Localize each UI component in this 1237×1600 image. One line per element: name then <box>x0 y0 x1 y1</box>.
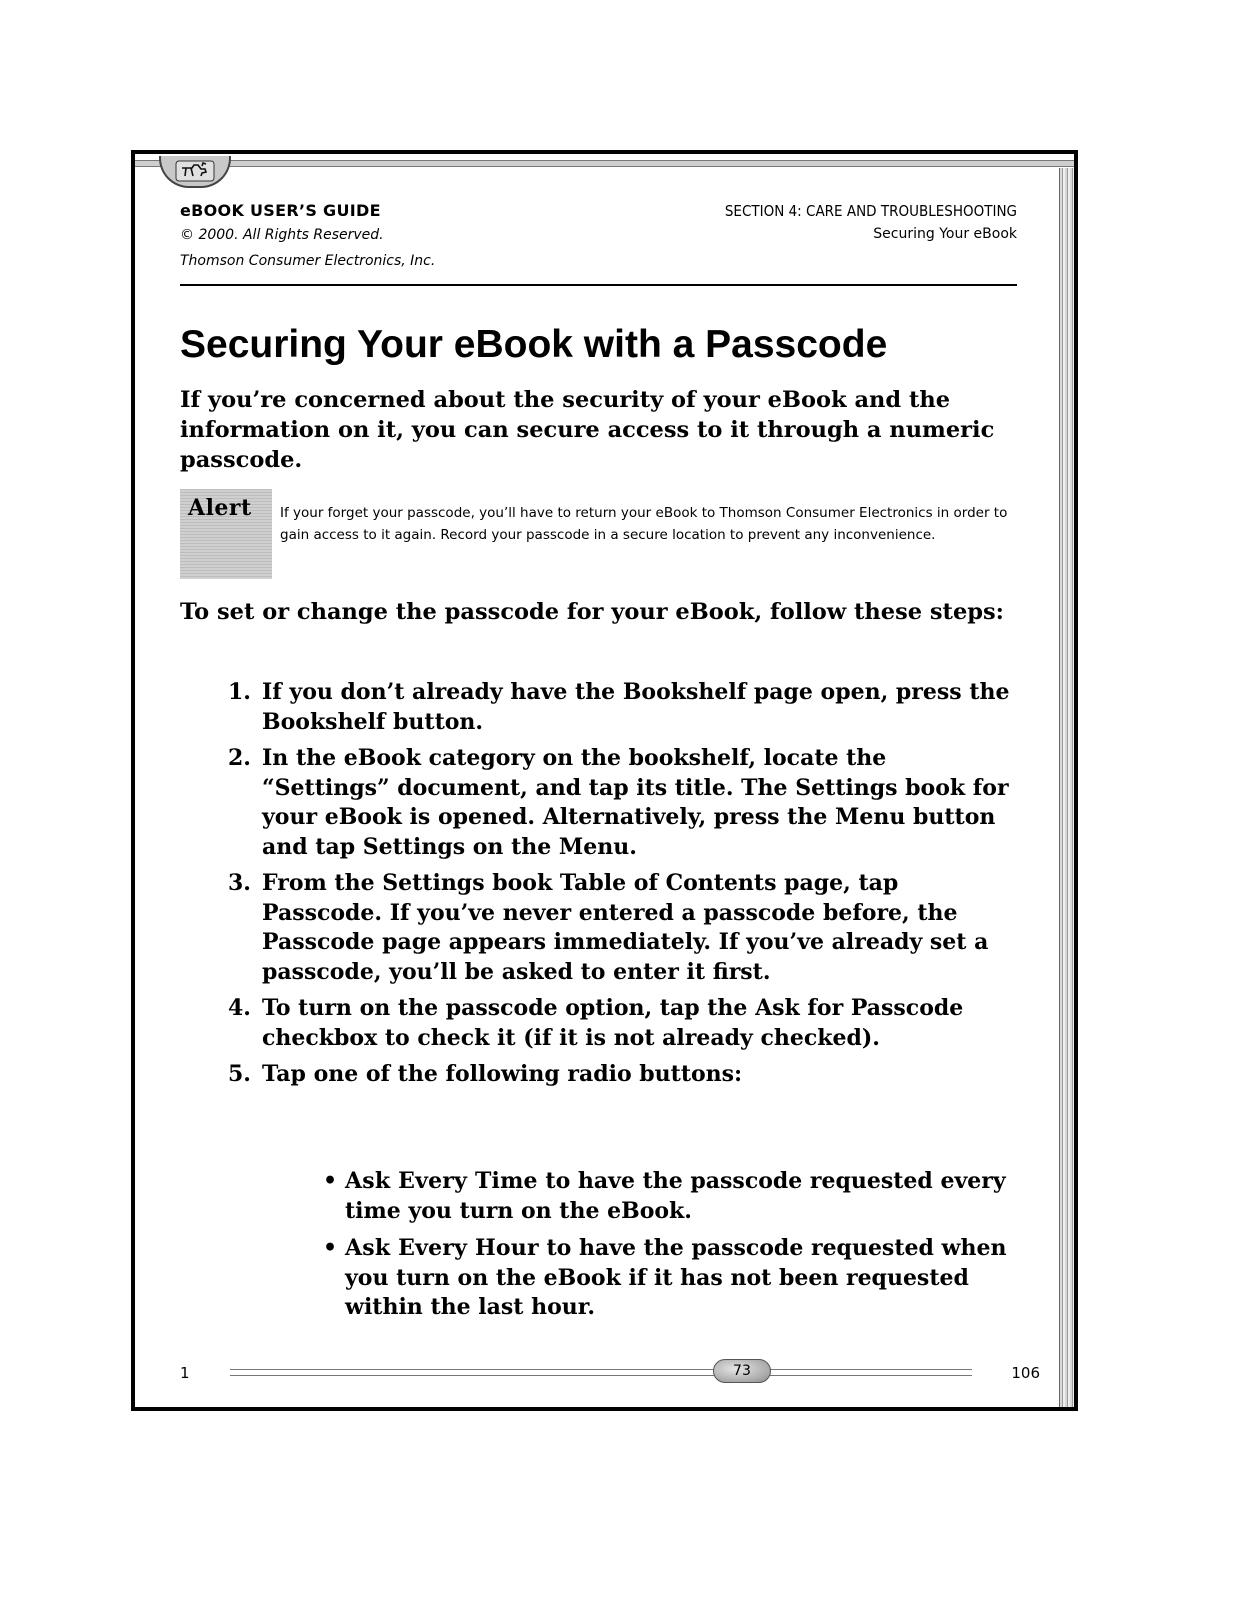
top-rule <box>135 160 1074 167</box>
step-item <box>228 744 1018 862</box>
step-item <box>228 1060 1018 1090</box>
option-text: to have the passcode requested when you turn on the eBook if it has not been requested within the last hour. <box>345 1235 1007 1320</box>
step-item <box>228 869 1018 987</box>
alert-label: Alert <box>188 495 252 521</box>
ebook-screen <box>131 150 1078 1411</box>
dog-logo-icon <box>175 160 215 182</box>
company-name: Thomson Consumer Electronics, Inc. <box>180 253 436 269</box>
alert-badge <box>180 489 272 579</box>
alert-text: If your forget your passcode, you’ll have to return your eBook to Thomson Consumer Electronics in order to gain access to it again. Record your passcode in a secure location to prevent any inconvenience. <box>280 505 1008 543</box>
header-right <box>725 200 1017 246</box>
header-left <box>180 200 435 274</box>
radio-options-list <box>323 1167 1013 1331</box>
subsection-title: Securing Your eBook <box>873 226 1017 242</box>
steps-list <box>228 678 1018 1097</box>
guide-title: eBOOK USER’S GUIDE <box>180 201 381 220</box>
bullet: • <box>323 1168 338 1194</box>
step-text: From the Settings book Table of Contents page, tap Passcode. If you’ve never entered a passcode before, the Passcode page appears immediately. If you’ve already set a passcode, you’ll be asked to enter it first. <box>262 870 989 985</box>
steps-intro: To set or change the passcode for your eBook, follow these steps: <box>180 599 1004 625</box>
step-text: Tap one of the following radio buttons: <box>262 1061 743 1087</box>
page-header <box>180 200 1017 286</box>
option-item <box>323 1234 1013 1323</box>
first-page-number: 1 <box>180 1364 190 1382</box>
option-text: to have the passcode requested every time you turn on the eBook. <box>345 1168 1006 1224</box>
step-item <box>228 994 1018 1053</box>
page-slider-track[interactable] <box>230 1369 972 1376</box>
last-page-number: 106 <box>1011 1364 1040 1382</box>
intro-paragraph: If you’re concerned about the security of your eBook and the information on it, you can secure access to it through a numeric passcode. <box>180 387 995 473</box>
section-title: SECTION 4: CARE AND TROUBLESHOOTING <box>724 202 1017 220</box>
right-scroll-edge <box>1059 168 1074 1407</box>
step-item <box>228 678 1018 737</box>
copyright-notice: © 2000. All Rights Reserved. <box>180 227 384 243</box>
page-navigator <box>180 1359 1040 1389</box>
step-number: 2. <box>228 745 251 771</box>
option-name: Ask Every Hour <box>345 1235 539 1261</box>
step-number: 3. <box>228 870 251 896</box>
bullet: • <box>323 1235 338 1261</box>
step-number: 5. <box>228 1061 251 1087</box>
option-name: Ask Every Time <box>345 1168 538 1194</box>
page-title: Securing Your eBook with a Passcode <box>180 323 888 366</box>
step-number: 1. <box>228 679 251 705</box>
logo-tab[interactable] <box>159 156 231 188</box>
page-slider-thumb[interactable]: 73 <box>713 1359 771 1383</box>
step-text: In the eBook category on the bookshelf, locate the “Settings” document, and tap its title. The Settings book for your eBook is opened. Alternatively, press the Menu button and tap Settings on the Menu. <box>262 745 1009 860</box>
option-item <box>323 1167 1013 1226</box>
step-text: To turn on the passcode option, tap the Ask for Passcode checkbox to check it (if it is not already checked). <box>262 995 964 1051</box>
step-number: 4. <box>228 995 251 1021</box>
step-text: If you don’t already have the Bookshelf page open, press the Bookshelf button. <box>262 679 1010 735</box>
